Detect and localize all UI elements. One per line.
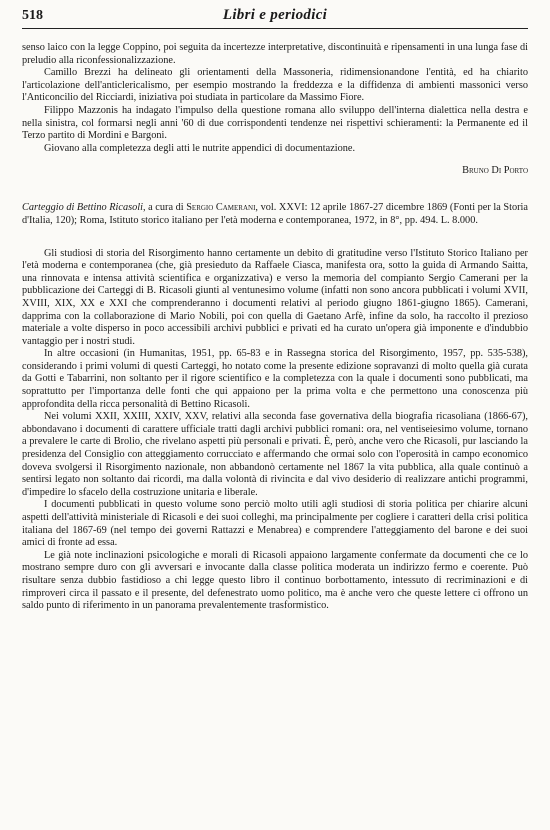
paragraph: Gli studiosi di storia del Risorgimento hanno certamente un debito di gratitudine verso l'Istituto Storico Italiano per l'età moderna e contemporanea (che, già presieduto da Raffaele Ciasca, manifesta ora, sotto la guida di Armando Saitta, una rinnovata e intensa attività scientifica e organizzativa) e verso la memoria del compianto Sergio Camerani per la pubblicazione dei Carteggi di B. Ricasoli giunti al ventunesimo volume (infatti non sono ancora pubblicati i volumi XVII, XVIII, XIX, XX e XXI che comprenderanno i documenti relativi al periodo giugno 1861-giugno 1865). Camerani, dapprima con la collaborazione di Mario Nobili, poi con quella di Gaetano Arfè, infine da solo, ha raccolto il prezioso materiale a volte disperso in poco accessibili archivi pubblici e privati ed ha curato un'opera già imponente e d'indubbio vantaggio per i nostri studi. [22, 247, 528, 347]
article-body [22, 42, 528, 613]
running-title: Libri e periodici [222, 7, 328, 23]
review-signature: Bruno Di Porto [462, 165, 528, 177]
spacer [22, 228, 528, 248]
paragraph: In altre occasioni (in Humanitas, 1951, pp. 65-83 e in Rassegna storica del Risorgimento, 1957, pp. 535-538), considerando i primi volumi di questi Carteggi, ho notato come la presente edizione sopravanzi di molto quella già curata da Gotti e Tabarrini, non soltanto per il rigore scientifico e la completezza con la quale i documenti sono pubblicati, ma soprattutto per l'importanza delle fonti che qui appaiono per la prima volta e che permettono una conoscenza più approfondita della ricca personalità di Bettino Ricasoli. [22, 348, 528, 410]
paragraph: Le già note inclinazioni psicologiche e morali di Ricasoli appaiono largamente confermate da documenti che ce lo mostrano sempre duro con gli avversari e invocante dalla classe politica moderata un indirizzo fermo e coerente. Può risultare senza dubbio fastidioso a chi legge questo libro il continuo borbottamento, intessuto di recriminazioni e di rimproveri circa il passato e il presente, del defenestrato uomo politico, ma è anche vero che queste lettere ci offrono un saldo punto di riferimento in un panorama prevalentemente trasformistico. [22, 549, 528, 612]
curator-name: Sergio Camerani [186, 202, 256, 214]
paragraph: Nei volumi XXII, XXIII, XXIV, XXV, relativi alla seconda fase governativa della biografia ricasoliana (1866-67), abbondavano i documenti di carattere ufficiale tratti dagli archivi pubblici romani: ora, nel ventiseiesimo volume, tornano a prevalere le carte di Brolio, che rivelano aspetti più personali e privati. È, però, anche vero che Ricasoli, pur lasciando la presidenza del Consiglio con atteggiamento corrucciato e affermando che ormai solo con l'operosità in campo economico doveva svolgersi il Risorgimento nazionale, non abbandonò certamente nel 1867 la vita pubblica, alla quale continuò a sentirsi legato non soltanto dai ricordi, ma dalla volontà di rivincita e dal vivo desiderio di realizzare antichi programmi, d'impedire lo sfacelo della costruzione unitaria e liberale. [22, 411, 528, 498]
paragraph: I documenti pubblicati in questo volume sono perciò molto utili agli studiosi di storia politica per chiarire alcuni aspetti dell'attività ministeriale di Ricasoli e dei suoi colleghi, ma principalmente per cogliere i caratteri della crisi politica italiana del 1867-69 (nel tempo dei governi Rattazzi e Menabrea) e comprendere l'atteggiamento del barone e dei suoi amici di fronte ad essa. [22, 499, 528, 549]
paragraph: Camillo Brezzi ha delineato gli orientamenti della Massoneria, ridimensionandone l'entità, ed ha chiarito l'articolazione dell'anticlericalismo, per esempio mostrando la freddezza e la diffidenza di ambienti massonici verso l'Anticoncilio del Ricciardi, iniziativa poi studiata in particolare da Massimo Fiore. [22, 67, 528, 104]
bibliographic-entry [22, 202, 528, 227]
page-header [22, 6, 528, 29]
paragraph: senso laico con la legge Coppino, poi seguita da incertezze interpretative, discontinuità e ripensamenti in una lunga fase di preludio alla riconfessionalizzazione. [22, 42, 528, 66]
page-number: 518 [22, 8, 43, 23]
paragraph: Giovano alla completezza degli atti le nutrite appendici di documentazione. [44, 142, 356, 154]
book-title: Carteggio di Bettino Ricasoli [22, 202, 143, 214]
curator-prefix: , a cura di [143, 202, 187, 214]
paragraph: Filippo Mazzonis ha indagato l'impulso della questione romana allo sviluppo dell'interna dialettica nella destra e nella sinistra, col formarsi negli anni '60 di due corrispondenti tendenze nei rispettivi schieramenti: la Permanente ed il Terzo partito di Mordini e Bargoni. [22, 104, 528, 142]
entry-details: , vol. XXVI: 12 aprile 1867-27 dicembre 1869 (Fonti per la Storia d'Italia, 120); Roma, Istituto storico italiano per l'età moderna e contemporanea, 1972, in 8°, pp. 494. L. 8.000. [22, 202, 528, 226]
